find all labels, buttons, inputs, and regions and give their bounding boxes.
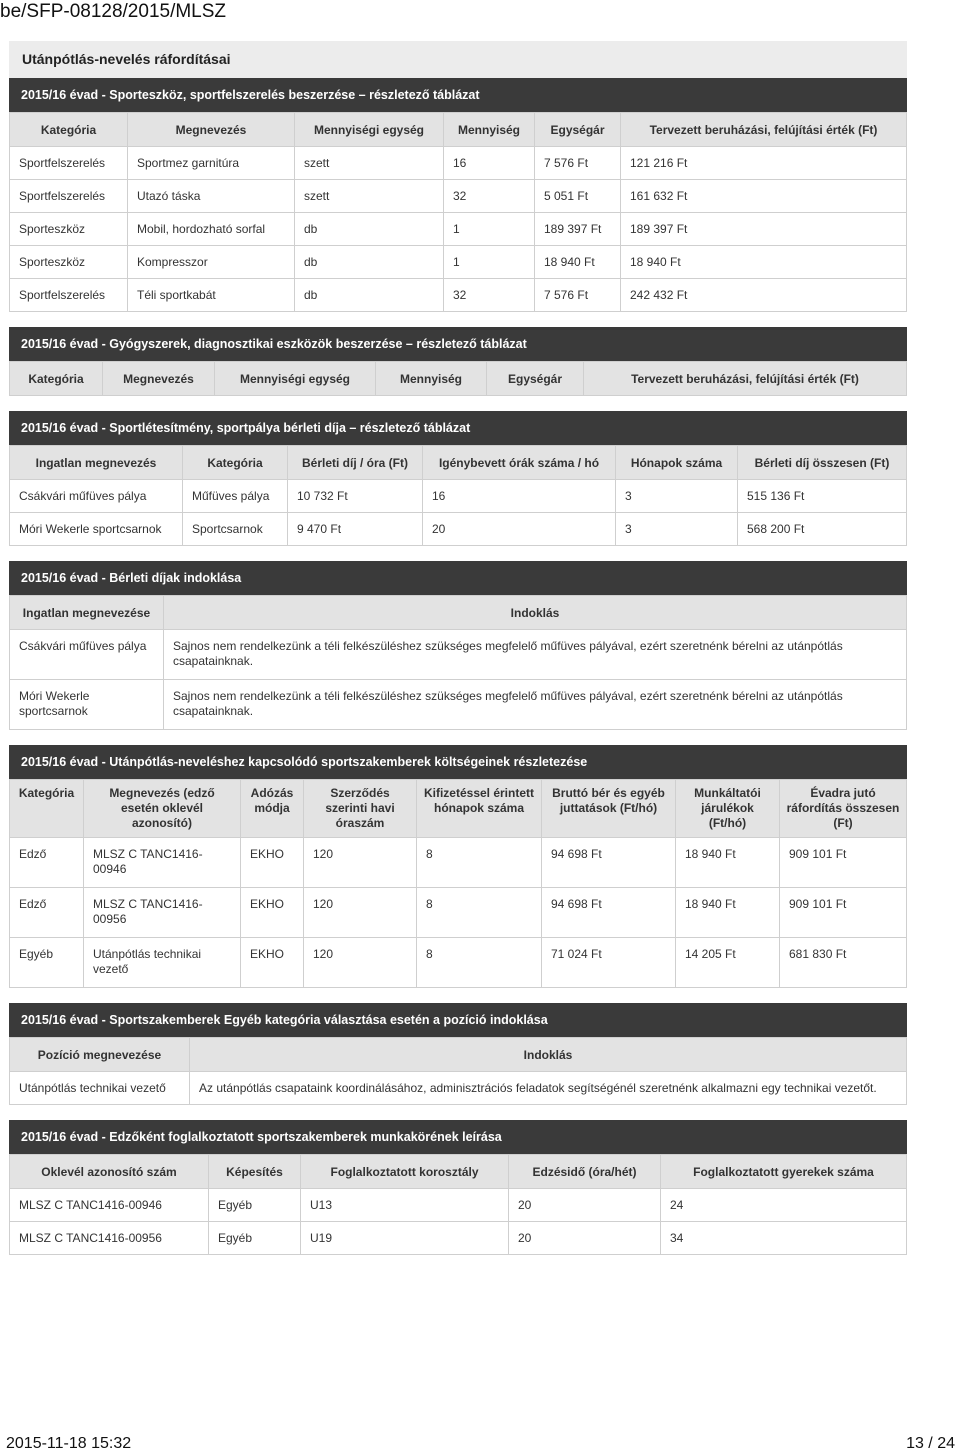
table-cell: Sportcsarnok (183, 513, 288, 546)
column-header: Mennyiségi egység (295, 113, 444, 147)
table-cell: Téli sportkabát (128, 279, 295, 312)
table-row (10, 480, 907, 513)
position-justification-block (9, 1003, 907, 1105)
table-cell: U19 (301, 1222, 509, 1255)
column-header: Kategória (10, 780, 84, 838)
table-cell: Kompresszor (128, 246, 295, 279)
position-justification-table-title: 2015/16 évad - Sportszakemberek Egyéb kategória választása esetén a pozíció indoklása (9, 1003, 907, 1037)
coach-duties-block (9, 1120, 907, 1255)
equipment-table-title: 2015/16 évad - Sporteszköz, sportfelszerelés beszerzése – részletező táblázat (9, 78, 907, 112)
document-content (9, 41, 907, 1270)
table-cell: Sporteszköz (10, 213, 128, 246)
table-cell: Utánpótlás technikai vezető (10, 1072, 190, 1105)
table-cell: 20 (423, 513, 616, 546)
facility-rental-table (9, 445, 907, 546)
table-cell: Edző (10, 838, 84, 888)
position-justification-table (9, 1037, 907, 1105)
table-cell: Utazó táska (128, 180, 295, 213)
rental-justification-table-title: 2015/16 évad - Bérleti díjak indoklása (9, 561, 907, 595)
table-cell: 1 (444, 213, 535, 246)
coach-duties-table (9, 1154, 907, 1255)
table-cell: MLSZ C TANC1416-00956 (10, 1222, 209, 1255)
table-cell: 10 732 Ft (288, 480, 423, 513)
table-cell: 681 830 Ft (780, 938, 907, 988)
column-header: Mennyiségi egység (215, 362, 376, 396)
table-cell: MLSZ C TANC1416-00946 (10, 1189, 209, 1222)
table-cell: Egyéb (10, 938, 84, 988)
column-header: Megnevezés (edző esetén oklevél azonosító) (84, 780, 241, 838)
table-row (10, 147, 907, 180)
column-header: Hónapok száma (616, 446, 738, 480)
table-cell: 8 (417, 938, 542, 988)
table-cell: Csákvári műfüves pálya (10, 480, 183, 513)
table-cell: 121 216 Ft (621, 147, 907, 180)
column-header: Képesítés (209, 1155, 301, 1189)
column-header: Megnevezés (103, 362, 215, 396)
table-cell: db (295, 213, 444, 246)
table-cell: EKHO (241, 888, 304, 938)
column-header: Pozíció megnevezése (10, 1038, 190, 1072)
staff-costs-table-title: 2015/16 évad - Utánpótlás-neveléshez kapcsolódó sportszakemberek költségeinek részletezése (9, 745, 907, 779)
table-cell: 909 101 Ft (780, 888, 907, 938)
column-header: Egységár (535, 113, 621, 147)
staff-costs-table (9, 779, 907, 988)
medicine-table (9, 361, 907, 396)
column-header: Szerződés szerinti havi óraszám (304, 780, 417, 838)
table-cell: 18 940 Ft (676, 888, 780, 938)
table-cell: Mobil, hordozható sorfal (128, 213, 295, 246)
column-header: Évadra jutó ráfordítás összesen (Ft) (780, 780, 907, 838)
table-cell: 568 200 Ft (738, 513, 907, 546)
table-cell: Egyéb (209, 1222, 301, 1255)
table-row (10, 180, 907, 213)
table-cell: 7 576 Ft (535, 279, 621, 312)
table-cell: Edző (10, 888, 84, 938)
table-cell: Sajnos nem rendelkezünk a téli felkészüléshez szükséges megfelelő műfüves pályával, ezért szeretnénk bérelni az utánpótlás csapatainknak. (164, 680, 907, 730)
table-header-row (10, 362, 907, 396)
equipment-table (9, 112, 907, 312)
table-cell: 5 051 Ft (535, 180, 621, 213)
table-cell: Csákvári műfüves pálya (10, 630, 164, 680)
column-header: Ingatlan megnevezés (10, 446, 183, 480)
table-cell: 14 205 Ft (676, 938, 780, 988)
table-cell: Műfüves pálya (183, 480, 288, 513)
medicine-table-title: 2015/16 évad - Gyógyszerek, diagnosztikai eszközök beszerzése – részletező táblázat (9, 327, 907, 361)
column-header: Bérleti díj / óra (Ft) (288, 446, 423, 480)
table-cell: 9 470 Ft (288, 513, 423, 546)
column-header: Tervezett beruházási, felújítási érték (Ft) (621, 113, 907, 147)
column-header: Igénybevett órák száma / hó (423, 446, 616, 480)
coach-duties-table-title: 2015/16 évad - Edzőként foglalkoztatott sportszakemberek munkakörének leírása (9, 1120, 907, 1154)
table-cell: 18 940 Ft (535, 246, 621, 279)
column-header: Indoklás (190, 1038, 907, 1072)
table-cell: Sportfelszerelés (10, 279, 128, 312)
facility-rental-table-title: 2015/16 évad - Sportlétesítmény, sportpálya bérleti díja – részletező táblázat (9, 411, 907, 445)
table-cell: 71 024 Ft (542, 938, 676, 988)
table-cell: 94 698 Ft (542, 888, 676, 938)
table-cell: 3 (616, 480, 738, 513)
table-cell: szett (295, 180, 444, 213)
table-cell: EKHO (241, 938, 304, 988)
table-cell: Egyéb (209, 1189, 301, 1222)
column-header: Tervezett beruházási, felújítási érték (Ft) (584, 362, 907, 396)
rental-justification-table (9, 595, 907, 730)
table-cell: 32 (444, 180, 535, 213)
table-row (10, 938, 907, 988)
column-header: Egységár (487, 362, 584, 396)
table-header-row (10, 446, 907, 480)
table-cell: 94 698 Ft (542, 838, 676, 888)
table-header-row (10, 780, 907, 838)
table-cell: 18 940 Ft (676, 838, 780, 888)
table-cell: 18 940 Ft (621, 246, 907, 279)
table-cell: 515 136 Ft (738, 480, 907, 513)
table-row (10, 1189, 907, 1222)
table-cell: MLSZ C TANC1416-00946 (84, 838, 241, 888)
medicine-block (9, 327, 907, 396)
table-row (10, 1222, 907, 1255)
table-row (10, 279, 907, 312)
column-header: Kategória (10, 113, 128, 147)
footer-page-number: 13 / 24 (906, 1435, 955, 1452)
table-cell: db (295, 279, 444, 312)
table-row (10, 630, 907, 680)
table-cell: 32 (444, 279, 535, 312)
table-cell: 1 (444, 246, 535, 279)
facility-rental-block (9, 411, 907, 546)
column-header: Bérleti díj összesen (Ft) (738, 446, 907, 480)
table-row (10, 680, 907, 730)
column-header: Megnevezés (128, 113, 295, 147)
column-header: Mennyiség (376, 362, 487, 396)
table-cell: 189 397 Ft (535, 213, 621, 246)
table-cell: U13 (301, 1189, 509, 1222)
column-header: Bruttó bér és egyéb juttatások (Ft/hó) (542, 780, 676, 838)
table-header-row (10, 1038, 907, 1072)
column-header: Foglalkoztatott gyerekek száma (661, 1155, 907, 1189)
table-cell: 161 632 Ft (621, 180, 907, 213)
column-header: Kifizetéssel érintett hónapok száma (417, 780, 542, 838)
table-cell: Sportfelszerelés (10, 147, 128, 180)
table-cell: MLSZ C TANC1416-00956 (84, 888, 241, 938)
equipment-block (9, 78, 907, 312)
column-header: Adózás módja (241, 780, 304, 838)
column-header: Oklevél azonosító szám (10, 1155, 209, 1189)
table-cell: 3 (616, 513, 738, 546)
column-header: Ingatlan megnevezése (10, 596, 164, 630)
rental-justification-block (9, 561, 907, 730)
table-cell: Móri Wekerle sportcsarnok (10, 680, 164, 730)
table-cell: Az utánpótlás csapataink koordinálásához, adminisztrációs feladatok segítségénél szeretnénk alkalmazni egy technikai vezetőt. (190, 1072, 907, 1105)
table-cell: 120 (304, 838, 417, 888)
table-cell: db (295, 246, 444, 279)
table-cell: 34 (661, 1222, 907, 1255)
column-header: Kategória (183, 446, 288, 480)
table-cell: 16 (423, 480, 616, 513)
table-header-row (10, 1155, 907, 1189)
table-cell: 8 (417, 888, 542, 938)
footer-timestamp: 2015-11-18 15:32 (6, 1435, 132, 1452)
table-cell: EKHO (241, 838, 304, 888)
column-header: Munkáltatói járulékok (Ft/hó) (676, 780, 780, 838)
column-header: Indoklás (164, 596, 907, 630)
table-cell: 120 (304, 888, 417, 938)
table-cell: szett (295, 147, 444, 180)
table-cell: 20 (509, 1222, 661, 1255)
table-cell: 24 (661, 1189, 907, 1222)
table-row (10, 513, 907, 546)
table-cell: Utánpótlás technikai vezető (84, 938, 241, 988)
table-cell: 242 432 Ft (621, 279, 907, 312)
table-cell: 7 576 Ft (535, 147, 621, 180)
column-header: Kategória (10, 362, 103, 396)
table-cell: 8 (417, 838, 542, 888)
document-id: be/SFP-08128/2015/MLSZ (0, 1, 227, 22)
column-header: Mennyiség (444, 113, 535, 147)
table-row (10, 1072, 907, 1105)
table-cell: Sajnos nem rendelkezünk a téli felkészüléshez szükséges megfelelő műfüves pályával, ezért szeretnénk bérelni az utánpótlás csapatainknak. (164, 630, 907, 680)
table-row (10, 246, 907, 279)
table-header-row (10, 113, 907, 147)
table-cell: 189 397 Ft (621, 213, 907, 246)
table-cell: 120 (304, 938, 417, 988)
table-row (10, 838, 907, 888)
table-cell: Sportfelszerelés (10, 180, 128, 213)
table-cell: Sporteszköz (10, 246, 128, 279)
staff-costs-block (9, 745, 907, 988)
table-cell: 16 (444, 147, 535, 180)
table-row (10, 213, 907, 246)
table-row (10, 888, 907, 938)
section-title: Utánpótlás-nevelés ráfordításai (9, 41, 907, 78)
column-header: Foglalkoztatott korosztály (301, 1155, 509, 1189)
table-header-row (10, 596, 907, 630)
table-cell: Móri Wekerle sportcsarnok (10, 513, 183, 546)
table-cell: 909 101 Ft (780, 838, 907, 888)
table-cell: 20 (509, 1189, 661, 1222)
column-header: Edzésidő (óra/hét) (509, 1155, 661, 1189)
table-cell: Sportmez garnitúra (128, 147, 295, 180)
